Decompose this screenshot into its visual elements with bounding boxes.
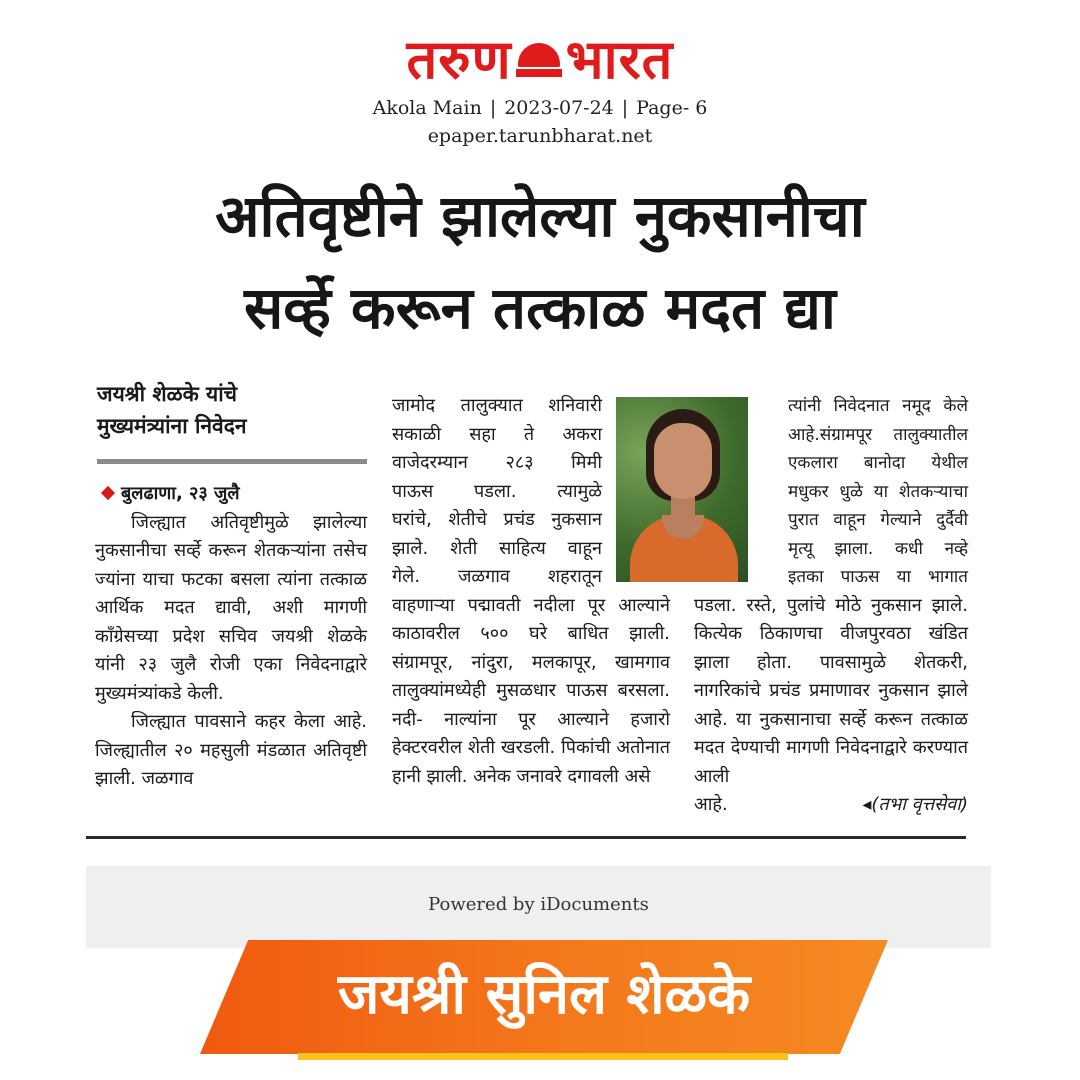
column-1-paragraph-1: जिल्ह्यात अतिवृष्टीमुळे झालेल्या नुकसानीचा सर्व्हे करून शेतकऱ्यांना तसेच ज्यांना याचा फटका बसला त्यांना तत्काळ आर्थिक मदत द्यावी, अशी मागणी काँग्रेसच्या प्रदेश सचिव जयश्री शेळके यांनी २३ जुलै रोजी एका निवेदनाद्वारे मुख्यमंत्र्यांकडे केली. bbox=[95, 511, 367, 704]
article-bottom-rule bbox=[86, 836, 966, 839]
powered-by-text: Powered by iDocuments bbox=[428, 894, 649, 915]
masthead bbox=[0, 30, 1080, 90]
logo-text-left: तरुण bbox=[406, 28, 512, 91]
column-3-line: मधुकर धुळे या शेतकऱ्याचा bbox=[788, 481, 968, 502]
name-banner-text: जयश्री सुनिल शेळके bbox=[337, 962, 751, 1027]
column-2-line: सकाळी सहा ते अकरा bbox=[392, 423, 602, 445]
column-3-line: आहे.संग्रामपूर तालुक्यातील bbox=[788, 424, 968, 445]
epaper-site: epaper.tarunbharat.net bbox=[427, 125, 653, 147]
column-3-last-word: आहे. bbox=[694, 794, 728, 815]
headline-line-2: सर्व्हे करून तत्काळ मदत द्या bbox=[244, 274, 836, 342]
logo-emblem-icon bbox=[516, 37, 562, 83]
column-1-paragraph-2: जिल्ह्यात पावसाने कहर केला आहे. जिल्ह्यातील २० महसुली मंडळात अतिवृष्टी झाली. जळगाव bbox=[95, 711, 367, 789]
edition-page: Page- 6 bbox=[636, 97, 708, 119]
edition-name: Akola Main bbox=[372, 97, 482, 119]
column-3-paragraph: पडला. रस्ते, पुलांचे मोठे नुकसान झाले. कित्येक ठिकाणचा वीजपुरवठा खंडित झाला होता. पावसामुळे शेतकरी, नागरिकांचे प्रचंड प्रमाणावर नुकसान झाले आहे. या नुकसानाचा सर्व्हे करून तत्काळ मदत देण्याची मागणी निवेदनाद्वारे करण्यात आली bbox=[694, 594, 968, 787]
column-3-narrow-block bbox=[788, 392, 968, 592]
edition-date: 2023-07-24 bbox=[504, 97, 614, 119]
name-banner-underline bbox=[298, 1053, 788, 1060]
column-2-line: वाजेदरम्यान २८३ मिमी bbox=[392, 452, 602, 473]
subheadline-line-2: मुख्यमंत्र्यांना निवेदन bbox=[97, 414, 247, 438]
headline bbox=[40, 170, 1040, 354]
subheadline-divider bbox=[97, 459, 367, 464]
column-3-line: एकलारा बानोदा येथील bbox=[788, 453, 968, 473]
column-3-line: मृत्यू झाला. कधी नव्हे bbox=[788, 538, 968, 559]
headline-line-1: अतिवृष्टीने झालेल्या नुकसानीचा bbox=[215, 182, 865, 250]
column-2-line: घरांचे, शेतीचे प्रचंड नुकसान bbox=[392, 509, 602, 530]
dateline: बुलढाणा, २३ जुलै bbox=[121, 483, 240, 504]
subheadline bbox=[97, 378, 377, 442]
column-3-last-line bbox=[694, 791, 968, 820]
column-2-line: जामोद तालुक्यात शनिवारी bbox=[392, 395, 602, 416]
column-3-line: पुरात वाहून गेल्याने दुर्दैवी bbox=[788, 510, 968, 530]
powered-by-bar bbox=[86, 866, 991, 948]
newspaper-logo bbox=[407, 30, 674, 90]
subheadline-line-1: जयश्री शेळके यांचे bbox=[97, 382, 238, 406]
column-3-line: इतका पाऊस या भागात bbox=[788, 567, 968, 587]
column-2-narrow-block bbox=[392, 392, 602, 592]
article-column-1 bbox=[95, 480, 367, 794]
logo-text-right: भारत bbox=[565, 28, 674, 91]
column-2-paragraph: वाहणाऱ्या पद्मावती नदीला पूर आल्याने काठावरील ५०० घरे बाधित झाली. संग्रामपूर, नांदुरा, मलकापूर, खामगाव तालुक्यांमध्येही मुसळधार पाऊस बरसला. नदी- नाल्यांना पूर आल्याने हजारो हेक्टरवरील शेती खरडली. पिकांची अतोनात हानी झाली. अनेक जनावरे दगावली असे bbox=[392, 594, 670, 787]
article-column-3 bbox=[694, 392, 968, 820]
column-2-line: पाऊस पडला. त्यामुळे bbox=[392, 480, 602, 502]
column-2-line: झाले. शेती साहित्य वाहून bbox=[392, 537, 602, 559]
dateline-bullet-icon bbox=[101, 486, 115, 500]
column-2-line: गेले. जळगाव शहरातून bbox=[392, 566, 602, 587]
news-service-credit: ◂(तभा वृत्तसेवा) bbox=[862, 794, 968, 815]
column-3-line: त्यांनी निवेदनात नमूद केले bbox=[788, 396, 968, 416]
edition-line: Akola Main | 2023-07-24 | Page- 6 bbox=[372, 97, 708, 119]
